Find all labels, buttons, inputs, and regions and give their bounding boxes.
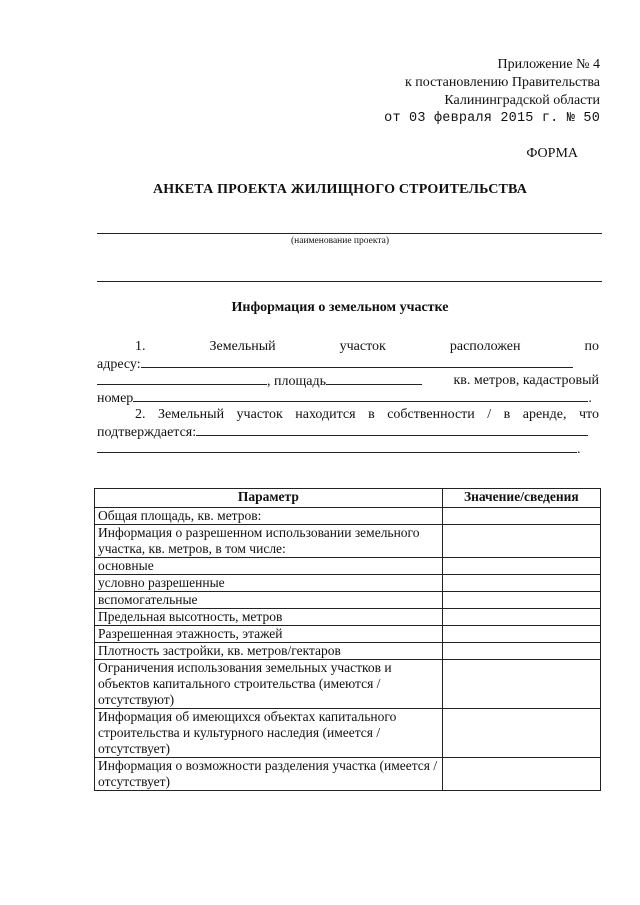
table-row xyxy=(95,643,601,660)
value-cell[interactable] xyxy=(442,626,600,643)
section-title: Информация о земельном участке xyxy=(231,300,449,315)
project-name-caption: (наименование проекта) xyxy=(290,236,389,246)
value-cell[interactable] xyxy=(442,709,600,758)
confirm-end: . xyxy=(577,442,581,457)
address-field[interactable] xyxy=(141,355,573,368)
page-title: АНКЕТА ПРОЕКТА ЖИЛИЩНОГО СТРОИТЕЛЬСТВА xyxy=(152,182,528,197)
table-row xyxy=(95,558,601,575)
appendix-region: Калининградской области xyxy=(444,93,600,108)
item1-word-parcel: участок xyxy=(339,339,386,354)
cadastral-number-field[interactable] xyxy=(133,389,588,402)
confirm-label: подтверждается: xyxy=(97,425,197,440)
value-cell[interactable] xyxy=(442,592,600,609)
item1-word-at: по xyxy=(584,339,599,354)
item2-continuation-row xyxy=(97,440,599,458)
area-label: , площадь xyxy=(267,374,326,389)
header-parameter: Параметр xyxy=(95,489,443,508)
value-cell[interactable] xyxy=(442,758,600,791)
cadastral-label: номер xyxy=(97,391,134,406)
value-cell[interactable] xyxy=(442,575,600,592)
parameters-table xyxy=(94,488,601,791)
item1-word-plot: Земельный xyxy=(209,339,276,354)
item2-confirm-row xyxy=(97,423,599,441)
param-conditional-use: условно разрешенные xyxy=(95,575,443,592)
project-name-line-2[interactable] xyxy=(97,281,602,282)
appendix-block xyxy=(360,56,600,128)
param-auxiliary-use: вспомогательные xyxy=(95,592,443,609)
value-cell[interactable] xyxy=(442,609,600,626)
param-restrictions: Ограничения использования земельных участков и объектов капитального строительства (имеются / отсутствуют) xyxy=(95,660,443,709)
area-field[interactable] xyxy=(326,372,422,385)
value-cell[interactable] xyxy=(442,660,600,709)
table-row xyxy=(95,609,601,626)
table-row xyxy=(95,709,601,758)
item1-cadastral-row xyxy=(97,389,599,407)
value-cell[interactable] xyxy=(442,525,600,558)
confirm-field-continued[interactable] xyxy=(97,440,577,453)
param-max-height: Предельная высотность, метров xyxy=(95,609,443,626)
confirm-field[interactable] xyxy=(196,423,588,436)
appendix-decree: к постановлению Правительства xyxy=(404,75,600,90)
table-header-row xyxy=(95,489,601,508)
table-row xyxy=(95,508,601,525)
item2-line1: 2. Земельный участок находится в собственности / в аренде, что xyxy=(135,407,599,422)
item1-number: 1. xyxy=(135,339,146,354)
cadastral-end: . xyxy=(588,391,592,406)
project-name-line[interactable] xyxy=(97,233,602,234)
param-main-use: основные xyxy=(95,558,443,575)
address-field-continued[interactable] xyxy=(97,372,267,385)
header-value: Значение/сведения xyxy=(442,489,600,508)
form-label: ФОРМА xyxy=(526,146,578,161)
param-floors: Разрешенная этажность, этажей xyxy=(95,626,443,643)
table-row xyxy=(95,525,601,558)
address-label: адресу: xyxy=(97,357,141,372)
table-row xyxy=(95,626,601,643)
table-row xyxy=(95,758,601,791)
item1-line1 xyxy=(97,338,599,355)
value-cell[interactable] xyxy=(442,508,600,525)
value-cell[interactable] xyxy=(442,558,600,575)
param-existing-objects: Информация об имеющихся объектах капитального строительства и культурного наследия (имеется / отсутствует) xyxy=(95,709,443,758)
area-unit-label: кв. метров, кадастровый xyxy=(453,373,599,388)
table-row xyxy=(95,575,601,592)
appendix-number: Приложение № 4 xyxy=(497,57,600,72)
param-total-area: Общая площадь, кв. метров: xyxy=(95,508,443,525)
param-density: Плотность застройки, кв. метров/гектаров xyxy=(95,643,443,660)
param-division: Информация о возможности разделения участка (имеется / отсутствует) xyxy=(95,758,443,791)
item1-area-row xyxy=(97,372,599,390)
table-row xyxy=(95,592,601,609)
item1-word-located: расположен xyxy=(449,339,521,354)
appendix-date-stamp: от 03 февраля 2015 г. № 50 xyxy=(384,111,600,126)
item1-address-row xyxy=(97,355,599,373)
param-permitted-use: Информация о разрешенном использовании земельного участка, кв. метров, в том числе: xyxy=(95,525,443,558)
table-row xyxy=(95,660,601,709)
value-cell[interactable] xyxy=(442,643,600,660)
